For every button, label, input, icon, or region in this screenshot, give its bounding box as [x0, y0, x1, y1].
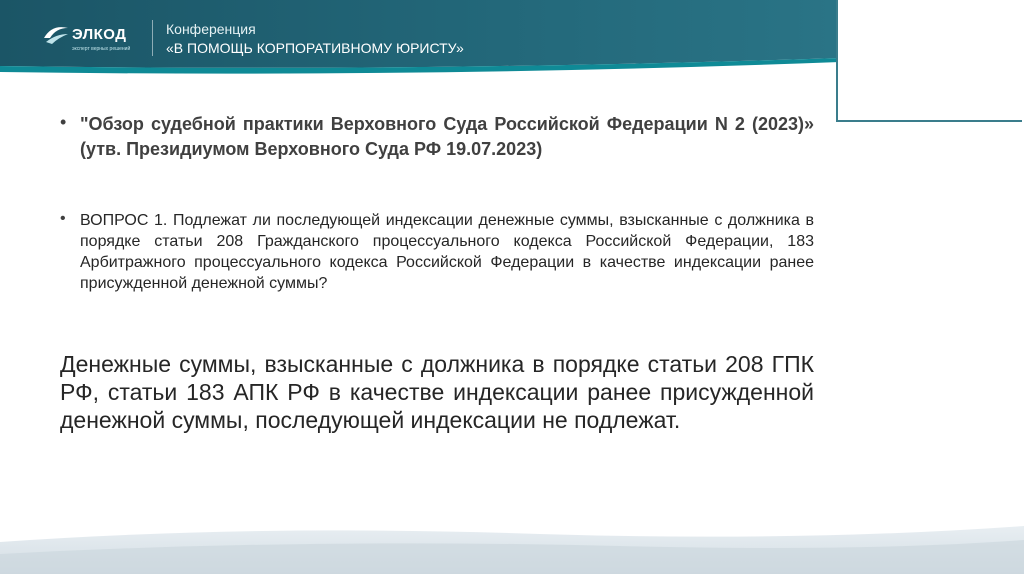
elkod-logo [42, 22, 138, 58]
logo-name: ЭЛКОД [72, 26, 127, 43]
bullet-item-review [60, 112, 814, 162]
review-title: "Обзор судебной практики Верховного Суда Российской Федерации N 2 (2023)» (утв. Президиумом Верховного Суда РФ 19.07.2023) [80, 114, 814, 159]
corner-frame [836, 0, 1022, 122]
logo-swoosh-icon [42, 22, 70, 46]
question-text: ВОПРОС 1. Подлежат ли последующей индексации денежные суммы, взысканные с должника в порядке статьи 208 Гражданского процессуального кодекса Российской Федерации, 183 Арбитражного процессуального кодекса Российской Федерации в качестве индексации ранее присужденной денежной суммы? [80, 212, 814, 292]
footer-wave [0, 520, 1024, 574]
answer-text: Денежные суммы, взысканные с должника в порядке статьи 208 ГПК РФ, статьи 183 АПК РФ в качестве индексации ранее присужденной денежной суммы, последующей индексации не подлежат. [60, 351, 814, 433]
header-divider [152, 20, 153, 56]
logo-tagline: эксперт верных решений [72, 46, 131, 52]
footer-wave-graphic [0, 520, 1024, 574]
bullet-icon: • [60, 112, 67, 132]
header-banner [0, 0, 840, 76]
bullet-item-question [60, 210, 814, 294]
conference-title: «В ПОМОЩЬ КОРПОРАТИВНОМУ ЮРИСТУ» [166, 40, 464, 56]
bullet-icon: • [60, 210, 66, 227]
conference-label: Конференция [166, 21, 256, 37]
